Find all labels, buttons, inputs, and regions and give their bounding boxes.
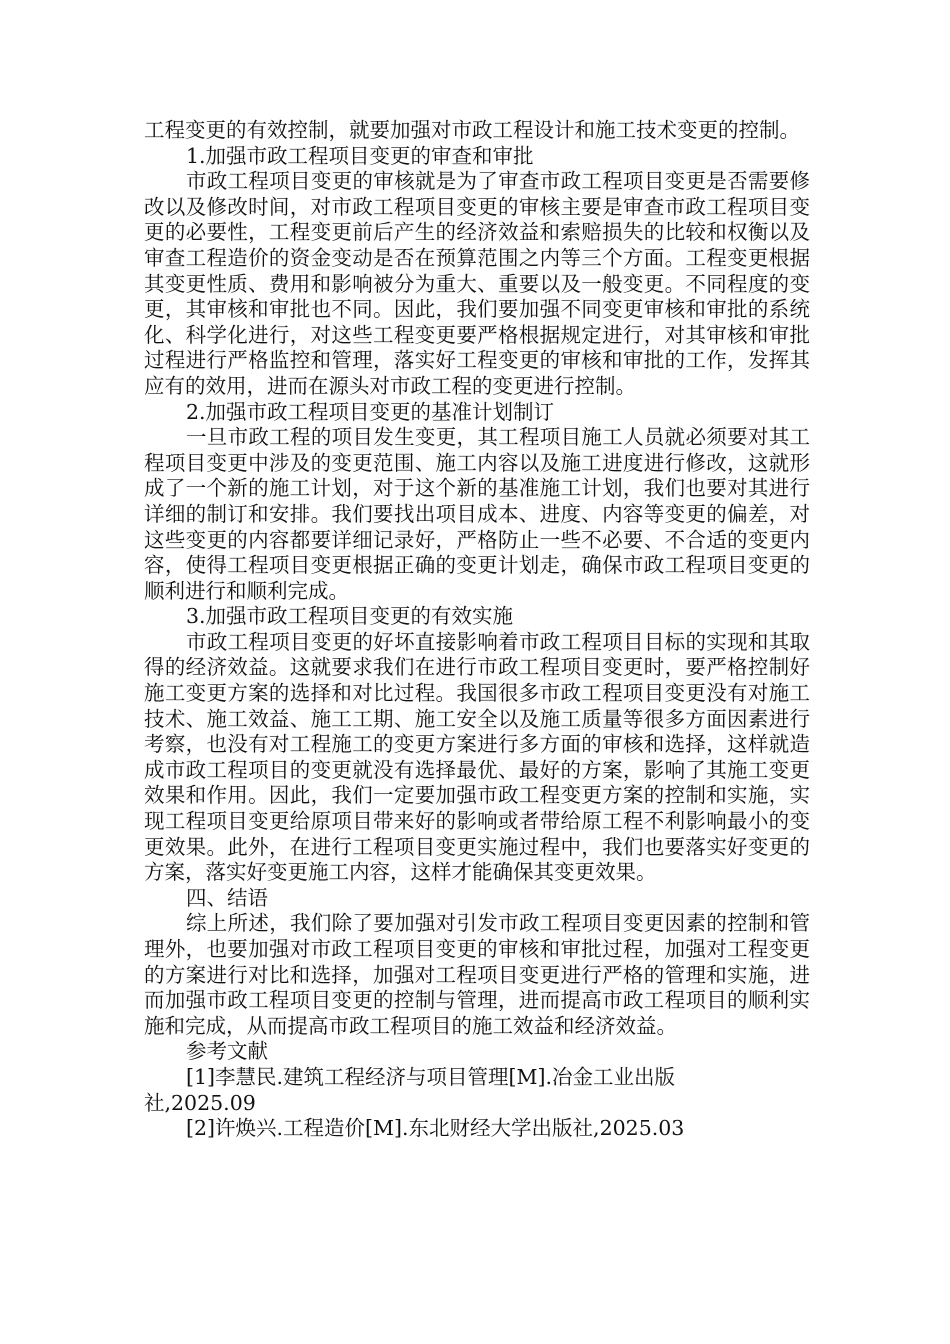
reference-1-line1: [1]李慧民.建筑工程经济与项目管理[M].冶金工业出版: [186, 1064, 676, 1089]
document-page: [144, 118, 810, 1142]
reference-item: [144, 1065, 810, 1116]
reference-2-line1: [2]许焕兴.工程造价[M].东北财经大学出版社,2025.03: [186, 1116, 685, 1141]
section-body-2: 一旦市政工程的项目发生变更，其工程项目施工人员就必须要对其工程项目变更中涉及的变更范围、施工内容以及施工进度进行修改，这就形成了一个新的施工计划，对于这个新的基准施工计划，我们也要对其进行详细的制订和安排。我们要找出项目成本、进度、内容等变更的偏差，对这些变更的内容都要详细记录好，严格防止一些不必要、不合适的变更内容，使得工程项目变更根据正确的变更计划走，确保市政工程项目变更的顺利进行和顺利完成。: [144, 425, 810, 603]
reference-item: [144, 1116, 810, 1142]
reference-1-line2: 社,2025.09: [144, 1090, 256, 1115]
references-heading: 参考文献: [186, 1039, 268, 1064]
section-heading-2: 2.加强市政工程项目变更的基准计划制订: [186, 399, 555, 424]
section-heading-1: 1.加强市政工程项目变更的审查和审批: [186, 143, 534, 168]
conclusion-heading: 四、结语: [186, 885, 268, 910]
section-body-1: 市政工程项目变更的审核就是为了审查市政工程项目变更是否需要修改以及修改时间，对市政工程项目变更的审核主要是审查市政工程项目变更的必要性，工程变更前后产生的经济效益和索赔损失的比较和权衡以及审查工程造价的资金变动是否在预算范围之内等三个方面。工程变更根据其变更性质、费用和影响被分为重大、重要以及一般变更。不同程度的变更，其审核和审批也不同。因此，我们要加强不同变更审核和审批的系统化、科学化进行，对这些工程变更要严格根据规定进行，对其审核和审批过程进行严格监控和管理，落实好工程变更的审核和审批的工作，发挥其应有的效用，进而在源头对市政工程的变更进行控制。: [144, 169, 810, 398]
conclusion-body: 综上所述，我们除了要加强对引发市政工程项目变更因素的控制和管理外，也要加强对市政工程项目变更的审核和审批过程，加强对工程变更的方案进行对比和选择，加强对工程项目变更进行严格的管理和实施，进而加强市政工程项目变更的控制与管理，进而提高市政工程项目的顺利实施和完成，从而提高市政工程项目的施工效益和经济效益。: [144, 911, 810, 1038]
section-body-3: 市政工程项目变更的好坏直接影响着市政工程项目目标的实现和其取得的经济效益。这就要求我们在进行市政工程项目变更时，要严格控制好施工变更方案的选择和对比过程。我国很多市政工程项目变更没有对施工技术、施工效益、施工工期、施工安全以及施工质量等很多方面因素进行考察，也没有对工程施工的变更方案进行多方面的审核和选择，这样就造成市政工程项目的变更就没有选择最优、最好的方案，影响了其施工变更效果和作用。因此，我们一定要加强市政工程变更方案的控制和实施，实现工程项目变更给原项目带来好的影响或者带给原工程不利影响最小的变更效果。此外，在进行工程项目变更实施过程中，我们也要落实好变更的方案，落实好变更施工内容，这样才能确保其变更效果。: [144, 629, 810, 885]
paragraph-continuation: 工程变更的有效控制，就要加强对市政工程设计和施工技术变更的控制。: [144, 118, 800, 142]
section-heading-3: 3.加强市政工程项目变更的有效实施: [186, 604, 514, 629]
